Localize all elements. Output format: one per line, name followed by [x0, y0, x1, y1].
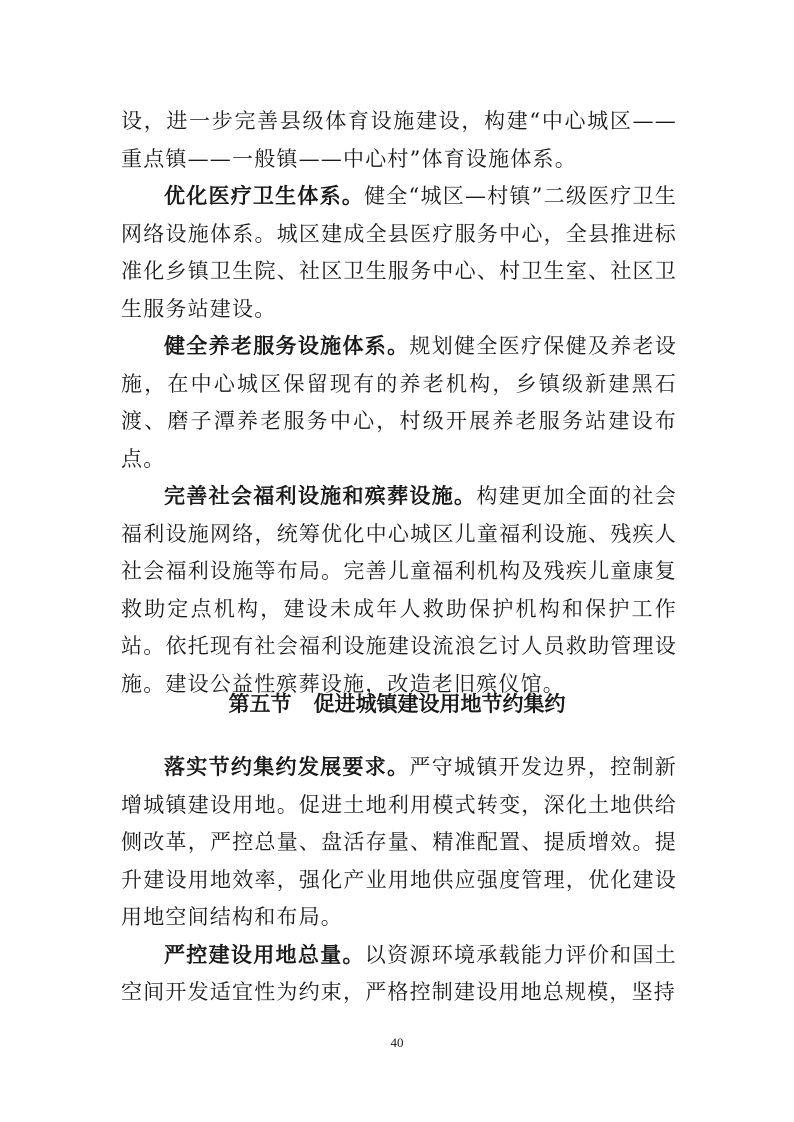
paragraph-medical [121, 178, 677, 328]
paragraph-lead: 健全养老服务设施体系。 [164, 334, 410, 358]
paragraph-lead: 落实节约集约发展要求。 [164, 755, 410, 779]
paragraph-elderly-care [121, 328, 677, 478]
paragraph-welfare [121, 478, 677, 703]
paragraph-land-control [121, 937, 677, 1012]
paragraph-lead: 严控建设用地总量。 [164, 942, 365, 967]
paragraph-text: 设，进一步完善县级体育设施建设，构建“中心城区——重点镇——一般镇——中心村”体育设施体系。 [121, 109, 677, 171]
paragraph-continuation [121, 103, 677, 178]
section-title: 促进城镇建设用地节约集约 [313, 692, 566, 716]
paragraph-text: 构建更加全面的社会福利设施网络，统筹优化中心城区儿童福利设施、残疾人社会福利设施等布局。完善儿童福利机构及残疾儿童康复救助定点机构，建设未成年人救助保护机构和保护工作站。依托现有社会福利设施建设流浪乞讨人员救助管理设施。建设公益性殡葬设施，改造老旧殡仪馆。 [121, 484, 677, 696]
paragraph-lead: 优化医疗卫生体系。 [164, 184, 365, 208]
paragraph-lead: 完善社会福利设施和殡葬设施。 [164, 484, 477, 508]
section-number: 第五节 [228, 692, 292, 716]
paragraph-text: 以资源环境承载能力评价和国土空间开发适宜性为约束，严格控制建设用地总规模，坚持 [121, 942, 677, 1004]
body-text-upper [121, 103, 677, 703]
section-heading [0, 688, 794, 720]
paragraph-text: 健全“城区—村镇”二级医疗卫生网络设施体系。城区建成全县医疗服务中心，全县推进标准化乡镇卫生院、社区卫生服务中心、村卫生室、社区卫生服务站建设。 [121, 184, 677, 321]
body-text-lower [121, 749, 677, 1012]
paragraph-text: 严守城镇开发边界，控制新增城镇建设用地。促进土地利用模式转变，深化土地供给侧改革，严控总量、盘活存量、精准配置、提质增效。提升建设用地效率，强化产业用地供应强度管理，优化建设用地空间结构和布局。 [121, 755, 678, 929]
page-number: 40 [390, 1035, 404, 1050]
paragraph-intensive-use [121, 749, 677, 937]
paragraph-text: 规划健全医疗保健及养老设施，在中心城区保留现有的养老机构，乡镇级新建黑石渡、磨子潭养老服务中心，村级开展养老服务站建设布点。 [121, 334, 678, 471]
